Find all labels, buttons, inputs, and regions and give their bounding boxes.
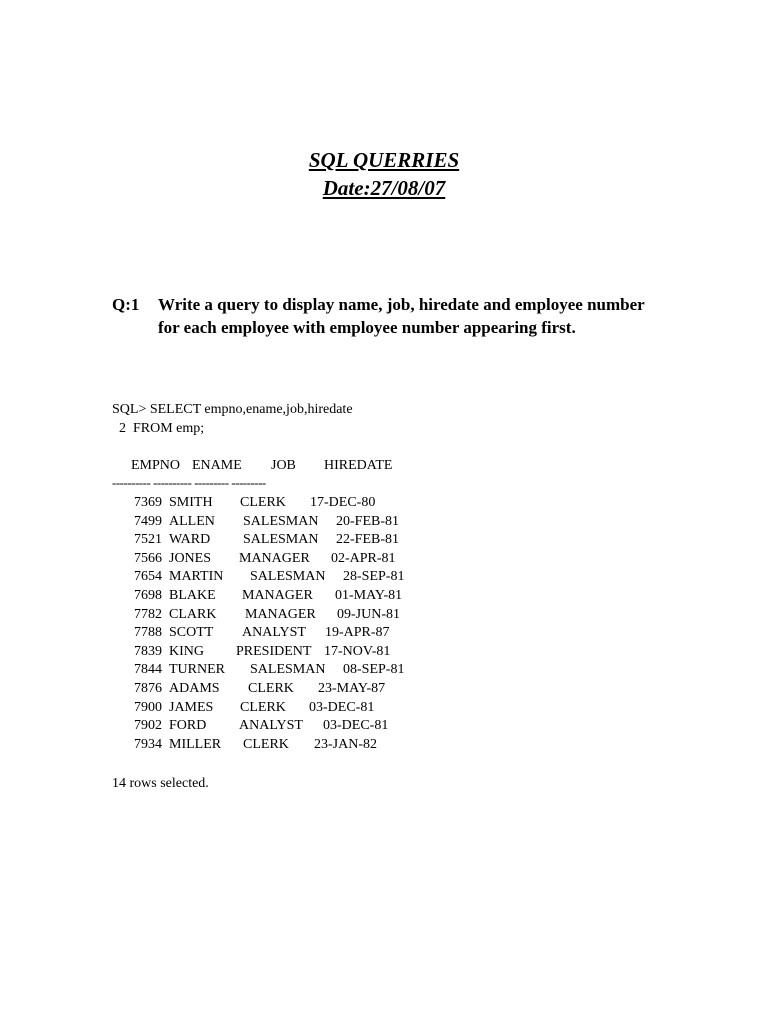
cell-job: CLERK [240,699,286,715]
cell-empno: 7654 [134,569,162,585]
cell-job: MANAGER [242,588,313,603]
cell-hiredate: 17-DEC-80 [310,495,376,510]
table-row [0,699,768,717]
cell-hiredate: 19-APR-87 [325,625,390,641]
cell-ename: FORD [169,718,207,734]
cell-empno: 7788 [134,625,162,641]
document-date: Date:27/08/07 [322,176,446,200]
cell-hiredate: 03-DEC-81 [323,718,389,734]
cell-job: ANALYST [239,718,303,734]
rows-selected-footer: 14 rows selected. [112,776,209,791]
cell-ename: WARD [169,532,211,548]
cell-ename: ADAMS [169,681,220,696]
cell-job: CLERK [243,736,289,752]
table-row [0,606,768,624]
cell-job: SALESMAN [250,569,326,585]
table-row [0,587,768,605]
table-row [0,494,768,512]
cell-job: MANAGER [239,550,310,566]
cell-empno: 7566 [134,550,162,566]
question-number: Q:1 [112,295,140,314]
cell-job: SALESMAN [250,662,326,678]
table-row [0,643,768,661]
document-title: SQL QUERRIES [308,148,460,172]
cell-ename: TURNER [169,662,225,678]
cell-ename: ALLEN [169,513,215,529]
cell-ename: MILLER [169,736,222,752]
cell-hiredate: 03-DEC-81 [309,699,375,715]
cell-job: CLERK [240,495,286,510]
table-row [0,680,768,698]
cell-empno: 7698 [134,588,162,603]
sql-line-1: SQL> SELECT empno,ename,job,hiredate [112,402,353,417]
cell-empno: 7844 [134,662,162,678]
cell-hiredate: 01-MAY-81 [335,588,403,603]
cell-hiredate: 08-SEP-81 [343,662,405,678]
cell-ename: JAMES [169,699,214,715]
cell-hiredate: 22-FEB-81 [336,532,399,548]
cell-hiredate: 23-MAY-87 [318,681,386,696]
table-row [0,717,768,735]
cell-empno: 7934 [134,736,162,752]
cell-hiredate: 23-JAN-82 [314,736,377,752]
cell-job: CLERK [248,681,294,696]
header-separator: ---------- ---------- --------- --------- [112,475,266,490]
cell-ename: BLAKE [169,588,216,603]
cell-job: SALESMAN [243,513,319,529]
cell-job: MANAGER [245,606,316,622]
cell-hiredate: 28-SEP-81 [343,569,405,585]
table-row [0,513,768,531]
table-row [0,661,768,679]
cell-ename: SMITH [169,495,213,510]
cell-hiredate: 20-FEB-81 [336,513,399,529]
table-row [0,550,768,568]
cell-hiredate: 17-NOV-81 [324,643,391,659]
table-row [0,531,768,549]
table-row [0,736,768,754]
cell-empno: 7521 [134,532,162,548]
header-job: JOB [271,458,296,473]
header-ename: ENAME [192,458,242,473]
table-row [0,568,768,586]
cell-empno: 7876 [134,681,162,696]
header-hiredate: HIREDATE [324,458,393,473]
cell-ename: CLARK [169,606,217,622]
cell-ename: SCOTT [169,625,214,641]
header-empno: EMPNO [131,458,181,473]
cell-ename: JONES [169,550,212,566]
cell-ename: KING [169,643,204,659]
cell-empno: 7369 [134,495,162,510]
cell-job: SALESMAN [243,532,319,548]
cell-empno: 7839 [134,643,162,659]
cell-empno: 7902 [134,718,162,734]
table-row [0,624,768,642]
question-text: Write a query to display name, job, hiredate and employee number for each employee with employee number appearing first. [158,295,645,337]
cell-empno: 7900 [134,699,162,715]
sql-line-2: 2 FROM emp; [112,421,205,436]
cell-job: ANALYST [242,625,306,641]
cell-ename: MARTIN [169,569,224,585]
cell-empno: 7499 [134,513,162,529]
cell-empno: 7782 [134,606,162,622]
cell-job: PRESIDENT [236,643,312,659]
cell-hiredate: 02-APR-81 [331,550,396,566]
cell-hiredate: 09-JUN-81 [337,606,400,622]
